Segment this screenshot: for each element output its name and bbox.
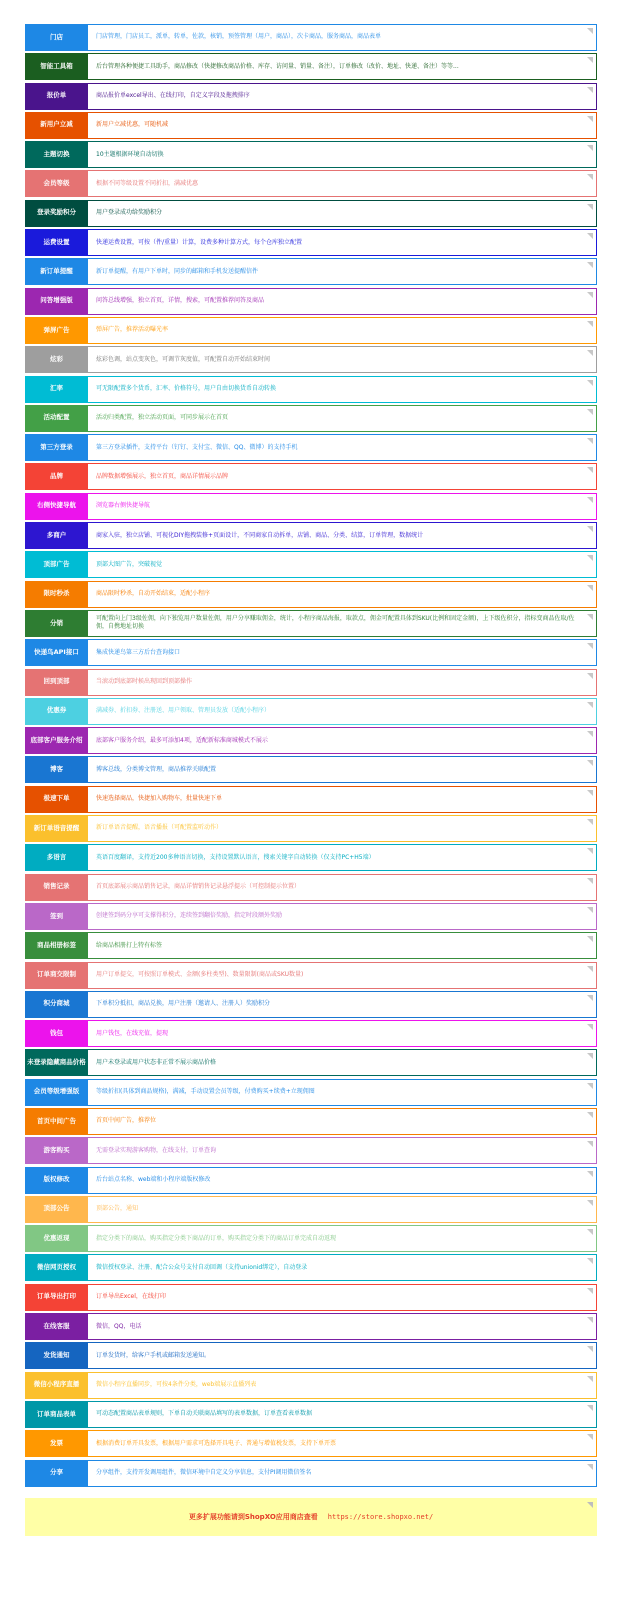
- feature-description: 订单发货时，给客户手机或邮箱发送通知。: [88, 1342, 597, 1369]
- feature-label: 积分商城: [25, 991, 88, 1018]
- feature-row: [25, 1020, 597, 1047]
- fold-corner-icon: [587, 878, 593, 884]
- feature-description: 商品报价单excel导出、在线打印，自定义字段及拖拽排序: [88, 83, 597, 110]
- feature-description: 给商品相册打上特有标签: [88, 932, 597, 959]
- footer-text: 更多扩展功能请到ShopXO应用商店查看: [188, 1513, 318, 1521]
- feature-description: 后台站点名称、web端和小程序端版权修改: [88, 1167, 597, 1194]
- feature-row: [25, 903, 597, 930]
- feature-description: 新用户立减优惠，可随机减: [88, 112, 597, 139]
- feature-row: [25, 639, 597, 666]
- feature-description: 活动归类配置，独立活动页面，可同步展示在首页: [88, 405, 597, 432]
- feature-row: [25, 493, 597, 520]
- feature-label: 主题切换: [25, 141, 88, 168]
- fold-corner-icon: [587, 1112, 593, 1118]
- feature-description: 快递运费设置，可按（件/重量）计算，设费多种计算方式，每个仓库独立配置: [88, 229, 597, 256]
- feature-label: 新用户立减: [25, 112, 88, 139]
- fold-corner-icon: [587, 760, 593, 766]
- feature-description: 商家入驻，独立店铺、可视化DIY拖拽装修+页面设计，不同商家自动拆单，店铺、商品、分类、结算，订单管理，数据统计: [88, 522, 597, 549]
- feature-description: 商品限时秒杀，自动开始结束，适配小程序: [88, 581, 597, 608]
- feature-label: 汇率: [25, 376, 88, 403]
- feature-description: 首页底部展示商品销售记录，商品详情销售记录悬浮提示（可控制提示位置）: [88, 874, 597, 901]
- feature-label: 分销: [25, 610, 88, 637]
- feature-row: [25, 932, 597, 959]
- fold-corner-icon: [587, 409, 593, 415]
- fold-corner-icon: [587, 614, 593, 620]
- feature-row: [25, 727, 597, 754]
- feature-row: [25, 1254, 597, 1281]
- feature-row: [25, 874, 597, 901]
- feature-label: 报价单: [25, 83, 88, 110]
- feature-description: 当滚动到底部时候出现回到顶部操作: [88, 669, 597, 696]
- feature-label: 微信网页授权: [25, 1254, 88, 1281]
- fold-corner-icon: [587, 145, 593, 151]
- fold-corner-icon: [587, 1464, 593, 1470]
- feature-row: [25, 1167, 597, 1194]
- feature-row: [25, 610, 597, 637]
- feature-row: [25, 1342, 597, 1369]
- feature-row: [25, 962, 597, 989]
- feature-label: 回到顶部: [25, 669, 88, 696]
- fold-corner-icon: [587, 1141, 593, 1147]
- fold-corner-icon: [587, 848, 593, 854]
- feature-label: 博客: [25, 756, 88, 783]
- footer-store-link[interactable]: https://store.shopxo.net/: [327, 1513, 434, 1521]
- fold-corner-icon: [587, 233, 593, 239]
- feature-row: [25, 141, 597, 168]
- feature-row: [25, 1460, 597, 1487]
- feature-label: 多语言: [25, 844, 88, 871]
- fold-corner-icon: [587, 1317, 593, 1323]
- fold-corner-icon: [587, 262, 593, 268]
- fold-corner-icon: [587, 1200, 593, 1206]
- feature-description: 分享组件，支持开发调用组件，微信环境中自定义分享信息，支付PI调用微信签名: [88, 1460, 597, 1487]
- fold-corner-icon: [587, 1502, 593, 1508]
- feature-label: 顶部广告: [25, 551, 88, 578]
- feature-row: [25, 1284, 597, 1311]
- fold-corner-icon: [587, 1053, 593, 1059]
- fold-corner-icon: [587, 438, 593, 444]
- fold-corner-icon: [587, 907, 593, 913]
- feature-row: [25, 698, 597, 725]
- fold-corner-icon: [587, 643, 593, 649]
- feature-label: 问答增强版: [25, 288, 88, 315]
- fold-corner-icon: [587, 292, 593, 298]
- feature-row: [25, 551, 597, 578]
- feature-row: [25, 24, 597, 51]
- fold-corner-icon: [587, 1229, 593, 1235]
- feature-description: 顶部公告，通知: [88, 1196, 597, 1223]
- feature-label: 版权修改: [25, 1167, 88, 1194]
- feature-label: 会员等级增强版: [25, 1079, 88, 1106]
- feature-label: 签到: [25, 903, 88, 930]
- feature-description: 用户钱包，在线充值，提现: [88, 1020, 597, 1047]
- feature-row: [25, 288, 597, 315]
- fold-corner-icon: [587, 1405, 593, 1411]
- feature-description: 第三方登录插件，支持平台（钉钉、支付宝、微信、QQ、微博）的支持手机: [88, 434, 597, 461]
- feature-description: 创建签到码分享可支撑得积分，连续签到翻倍奖励，指定时段额外奖励: [88, 903, 597, 930]
- fold-corner-icon: [587, 204, 593, 210]
- feature-row: [25, 170, 597, 197]
- feature-label: 优惠返现: [25, 1225, 88, 1252]
- fold-corner-icon: [587, 174, 593, 180]
- feature-label: 游客购买: [25, 1137, 88, 1164]
- fold-corner-icon: [587, 790, 593, 796]
- feature-description: 根据消费订单开具发票，根据用户需求可选择开具电子、普通与增值税发票，支持下单开票: [88, 1430, 597, 1457]
- feature-label: 新订单语音提醒: [25, 815, 88, 842]
- feature-label: 新订单提醒: [25, 258, 88, 285]
- feature-row: [25, 1225, 597, 1252]
- feature-description: 炫彩色调，站点变灰色，可调节灰度值，可配置自动开始结束时间: [88, 346, 597, 373]
- feature-row: [25, 463, 597, 490]
- feature-description: 无需登录实现游客购物，在线支付，订单查询: [88, 1137, 597, 1164]
- feature-label: 运费设置: [25, 229, 88, 256]
- feature-label: 订单商交限制: [25, 962, 88, 989]
- feature-description: 可配置向上门3级佐佣，向下独览用户数量佐佣，用户分享赚取佣金，统计，小程序商品海报，取款点，佣金可配置具体到SKU(比例和固定金额)，上下级佐积分，指标变商品佐取/佐佣，自携地址切换: [88, 610, 597, 637]
- feature-row: [25, 1049, 597, 1076]
- feature-description: 根据不同等级设置不同折扣，满减优惠: [88, 170, 597, 197]
- feature-description: 集成快递鸟第三方后台查询接口: [88, 639, 597, 666]
- feature-label: 分享: [25, 1460, 88, 1487]
- feature-label: 顶部公告: [25, 1196, 88, 1223]
- feature-row: [25, 200, 597, 227]
- feature-row: [25, 317, 597, 344]
- feature-label: 活动配置: [25, 405, 88, 432]
- feature-description: 浏览器右侧快捷导航: [88, 493, 597, 520]
- feature-description: 用户订单提交，可按照订单模式、金额(多柱类型)、数量限制(商品或SKU数量): [88, 962, 597, 989]
- feature-row: [25, 258, 597, 285]
- feature-label: 首页中间广告: [25, 1108, 88, 1135]
- feature-row: [25, 434, 597, 461]
- feature-description: 底部客户服务介绍，最多可添加4项，适配新标准商城模式不展示: [88, 727, 597, 754]
- feature-label: 订单导出打印: [25, 1284, 88, 1311]
- fold-corner-icon: [587, 321, 593, 327]
- feature-description: 下单积分抵扣，商品兑换，用户注册（邀请人、注册人）奖励积分: [88, 991, 597, 1018]
- feature-label: 未登录隐藏商品价格: [25, 1049, 88, 1076]
- feature-description: 订单导出Excel，在线打印: [88, 1284, 597, 1311]
- feature-row: [25, 229, 597, 256]
- feature-description: 可无限配置多个货币，汇率、价格符号，用户自由切换货币自动转换: [88, 376, 597, 403]
- feature-label: 炫彩: [25, 346, 88, 373]
- feature-description: 门店管理，门店员工，派单，转单，佐款，核销，预签管理（用户，商品），次卡商品，服务商品，商品表单: [88, 24, 597, 51]
- feature-row: [25, 1372, 597, 1399]
- feature-label: 底部客户服务介绍: [25, 727, 88, 754]
- feature-label: 在线客服: [25, 1313, 88, 1340]
- feature-list: [25, 24, 597, 1489]
- feature-label: 第三方登录: [25, 434, 88, 461]
- feature-description: 问答总线增强，独立首页，详情，搜索，可配置推荐问答及商品: [88, 288, 597, 315]
- feature-description: 用户登录成功给奖励积分: [88, 200, 597, 227]
- feature-description: 满减券、折扣券、注册送、用户领取、管理员发放（适配小程序）: [88, 698, 597, 725]
- feature-label: 销售记录: [25, 874, 88, 901]
- feature-label: 会员等级: [25, 170, 88, 197]
- feature-row: [25, 1196, 597, 1223]
- feature-row: [25, 405, 597, 432]
- feature-description: 快速选择商品，快捷加入购物车，批量快速下单: [88, 786, 597, 813]
- fold-corner-icon: [587, 1288, 593, 1294]
- fold-corner-icon: [587, 936, 593, 942]
- fold-corner-icon: [587, 966, 593, 972]
- feature-row: [25, 1430, 597, 1457]
- fold-corner-icon: [587, 526, 593, 532]
- feature-description: 10主题根据环境自动切换: [88, 141, 597, 168]
- feature-label: 品牌: [25, 463, 88, 490]
- feature-description: 微信，QQ，电话: [88, 1313, 597, 1340]
- feature-row: [25, 815, 597, 842]
- feature-label: 右侧快捷导航: [25, 493, 88, 520]
- feature-description: 品牌数据增强展示，独立首页，商品详情展示品牌: [88, 463, 597, 490]
- feature-label: 钱包: [25, 1020, 88, 1047]
- fold-corner-icon: [587, 1376, 593, 1382]
- feature-description: 新订单语音提醒，语音播报（可配置监听动作）: [88, 815, 597, 842]
- feature-description: 指定分类下的商品，购买指定分类下商品的订单，购买指定分类下的商品订单完成自动返现: [88, 1225, 597, 1252]
- feature-description: 用户未登录或用户状态非正常不展示商品价格: [88, 1049, 597, 1076]
- fold-corner-icon: [587, 1083, 593, 1089]
- fold-corner-icon: [587, 1346, 593, 1352]
- fold-corner-icon: [587, 116, 593, 122]
- feature-row: [25, 1137, 597, 1164]
- feature-description: 可动态配置商品表单规则，下单自动关联商品填写的表单数据，订单查看表单数据: [88, 1401, 597, 1428]
- feature-label: 发票: [25, 1430, 88, 1457]
- feature-row: [25, 346, 597, 373]
- fold-corner-icon: [587, 380, 593, 386]
- feature-description: 首页中间广告，推荐位: [88, 1108, 597, 1135]
- feature-label: 快递鸟API接口: [25, 639, 88, 666]
- feature-label: 优惠券: [25, 698, 88, 725]
- feature-row: [25, 1079, 597, 1106]
- feature-label: 智能工具箱: [25, 53, 88, 80]
- feature-row: [25, 669, 597, 696]
- feature-row: [25, 581, 597, 608]
- feature-description: 英语百度翻译，支持近200多种语言切换，支持设置默认语言，搜索关键字自动转换（仅支持PC+H5端）: [88, 844, 597, 871]
- feature-label: 微信小程序直播: [25, 1372, 88, 1399]
- fold-corner-icon: [587, 673, 593, 679]
- feature-description: 顶部大图广告，突破视觉: [88, 551, 597, 578]
- feature-label: 登录奖励积分: [25, 200, 88, 227]
- feature-description: 博客总线，分类博文管理，商品推荐关联配置: [88, 756, 597, 783]
- fold-corner-icon: [587, 350, 593, 356]
- fold-corner-icon: [587, 995, 593, 1001]
- fold-corner-icon: [587, 555, 593, 561]
- feature-row: [25, 786, 597, 813]
- feature-label: 限时秒杀: [25, 581, 88, 608]
- feature-row: [25, 991, 597, 1018]
- footer-banner: [25, 1498, 597, 1536]
- fold-corner-icon: [587, 1434, 593, 1440]
- feature-description: 等级折扣(具体到商品规格)，满减，手动设置会员等级，付费购买+续费+立现佣图: [88, 1079, 597, 1106]
- feature-description: 微信授权登录、注册、配合公众号支付自动回调（支持unionid绑定），自动登录: [88, 1254, 597, 1281]
- feature-row: [25, 112, 597, 139]
- feature-label: 发货通知: [25, 1342, 88, 1369]
- fold-corner-icon: [587, 28, 593, 34]
- feature-description: 新订单提醒，有用户下单时，同步的邮箱和手机发送提醒信件: [88, 258, 597, 285]
- feature-row: [25, 756, 597, 783]
- feature-label: 弹屏广告: [25, 317, 88, 344]
- feature-description: 微信小程序直播同步，可按4条件分类，web端展示直播列表: [88, 1372, 597, 1399]
- feature-label: 商品相册标签: [25, 932, 88, 959]
- feature-row: [25, 844, 597, 871]
- feature-description: 后台管理各种便捷工具助手，商品修改（快捷修改商品价格、库存、访问量、销量、备注），订单修改（改价、地址、快递、备注）等等...: [88, 53, 597, 80]
- feature-row: [25, 53, 597, 80]
- feature-description: 弹屏广告，推荐活动曝光率: [88, 317, 597, 344]
- feature-label: 门店: [25, 24, 88, 51]
- fold-corner-icon: [587, 731, 593, 737]
- feature-row: [25, 1313, 597, 1340]
- feature-label: 多商户: [25, 522, 88, 549]
- fold-corner-icon: [587, 57, 593, 63]
- fold-corner-icon: [587, 467, 593, 473]
- fold-corner-icon: [587, 1258, 593, 1264]
- fold-corner-icon: [587, 1024, 593, 1030]
- fold-corner-icon: [587, 87, 593, 93]
- fold-corner-icon: [587, 497, 593, 503]
- feature-row: [25, 1401, 597, 1428]
- fold-corner-icon: [587, 819, 593, 825]
- fold-corner-icon: [587, 702, 593, 708]
- feature-label: 订单商品表单: [25, 1401, 88, 1428]
- fold-corner-icon: [587, 1171, 593, 1177]
- feature-row: [25, 1108, 597, 1135]
- fold-corner-icon: [587, 585, 593, 591]
- feature-row: [25, 83, 597, 110]
- feature-row: [25, 376, 597, 403]
- feature-row: [25, 522, 597, 549]
- feature-label: 极速下单: [25, 786, 88, 813]
